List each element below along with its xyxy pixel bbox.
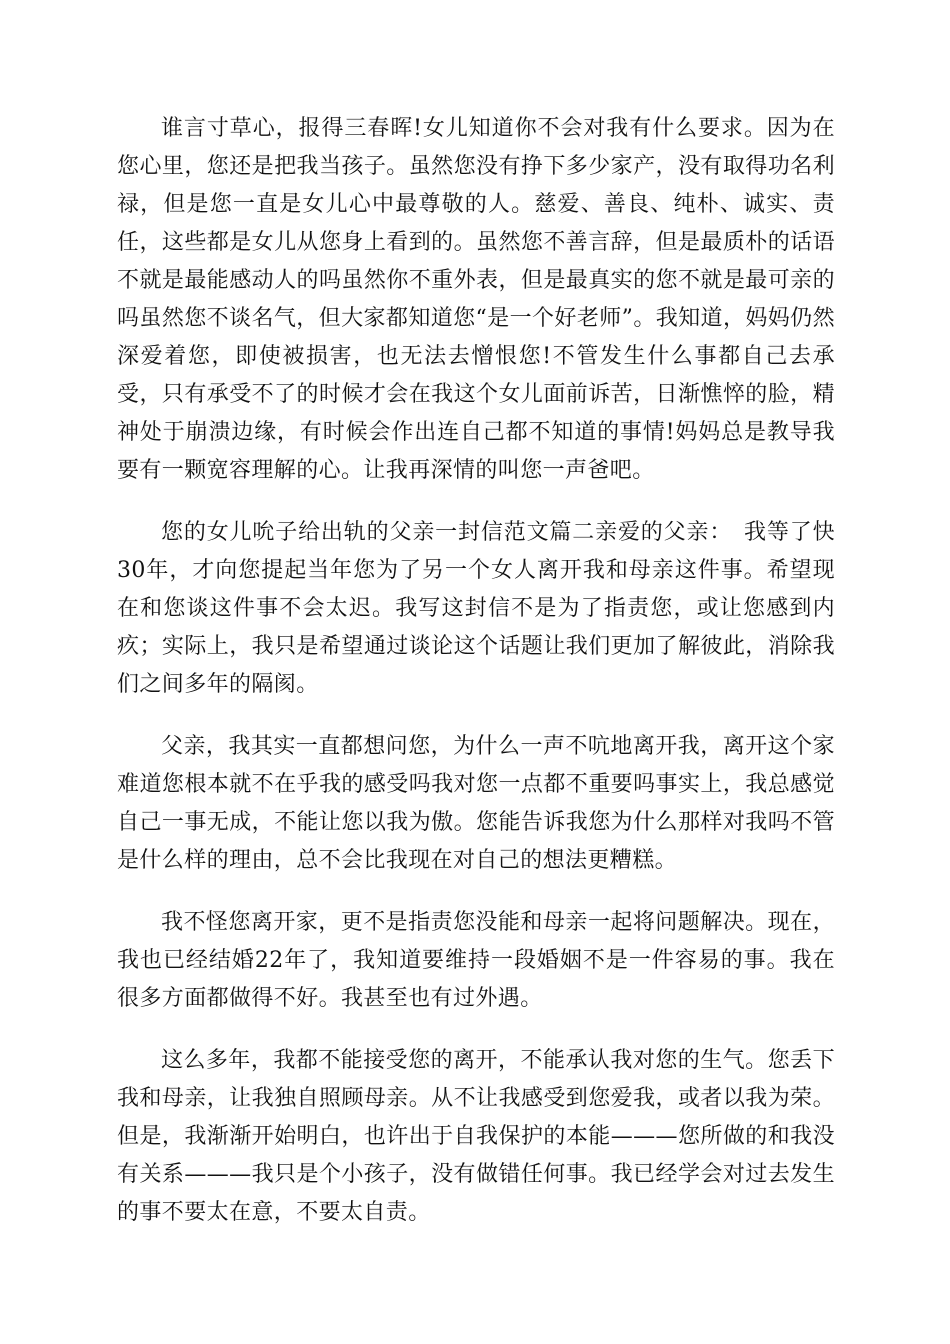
paragraph: 我不怪您离开家，更不是指责您没能和母亲一起将问题解决。现在，我也已经结婚22年了，我知道要维持一段婚姻不是一件容易的事。我在很多方面都做得不好。我甚至也有过外遇。 xyxy=(117,910,835,1011)
paragraph: 父亲，我其实一直都想问您，为什么一声不吭地离开我，离开这个家难道您根本就不在乎我的感受吗我对您一点都不重要吗事实上，我总感觉自己一事无成，不能让您以我为傲。您能告诉我您为什么那样对我吗不管是什么样的理由，总不会比我现在对自己的想法更糟糕。 xyxy=(117,734,835,873)
paragraph: 这么多年，我都不能接受您的离开，不能承认我对您的生气。您丢下我和母亲，让我独自照顾母亲。从不让我感受到您爱我，或者以我为荣。但是，我渐渐开始明白，也许出于自我保护的本能———您所做的和我没有关系———我只是个小孩子，没有做错任何事。我已经学会对过去发生的事不要太在意，不要太自责。 xyxy=(117,1048,835,1225)
paragraph: 谁言寸草心，报得三春晖!女儿知道你不会对我有什么要求。因为在您心里，您还是把我当孩子。虽然您没有挣下多少家产，没有取得功名利禄，但是您一直是女儿心中最尊敬的人。慈爱、善良、纯朴、诚实、责任，这些都是女儿从您身上看到的。虽然您不善言辞，但是最质朴的话语不就是最能感动人的吗虽然你不重外表，但是最真实的您不就是最可亲的吗虽然您不谈名气，但大家都知道您“是一个好老师”。我知道，妈妈仍然深爱着您，即使被损害，也无法去憎恨您!不管发生什么事都自己去承受，只有承受不了的时候才会在我这个女儿面前诉苦，日渐憔悴的脸，精神处于崩溃边缘，有时候会作出连自己都不知道的事情!妈妈总是教导我要有一颗宽容理解的心。让我再深情的叫您一声爸吧。 xyxy=(117,116,835,483)
document-body xyxy=(117,110,835,1256)
paragraph: 您的女儿吮子给出轨的父亲一封信范文篇二亲爱的父亲： 我等了快30年，才向您提起当年您为了另一个女人离开我和母亲这件事。希望现在和您谈这件事不会太迟。我写这封信不是为了指责您，或让您感到内疚；实际上，我只是希望通过谈论这个话题让我们更加了解彼此，消除我们之间多年的隔阂。 xyxy=(117,520,835,697)
